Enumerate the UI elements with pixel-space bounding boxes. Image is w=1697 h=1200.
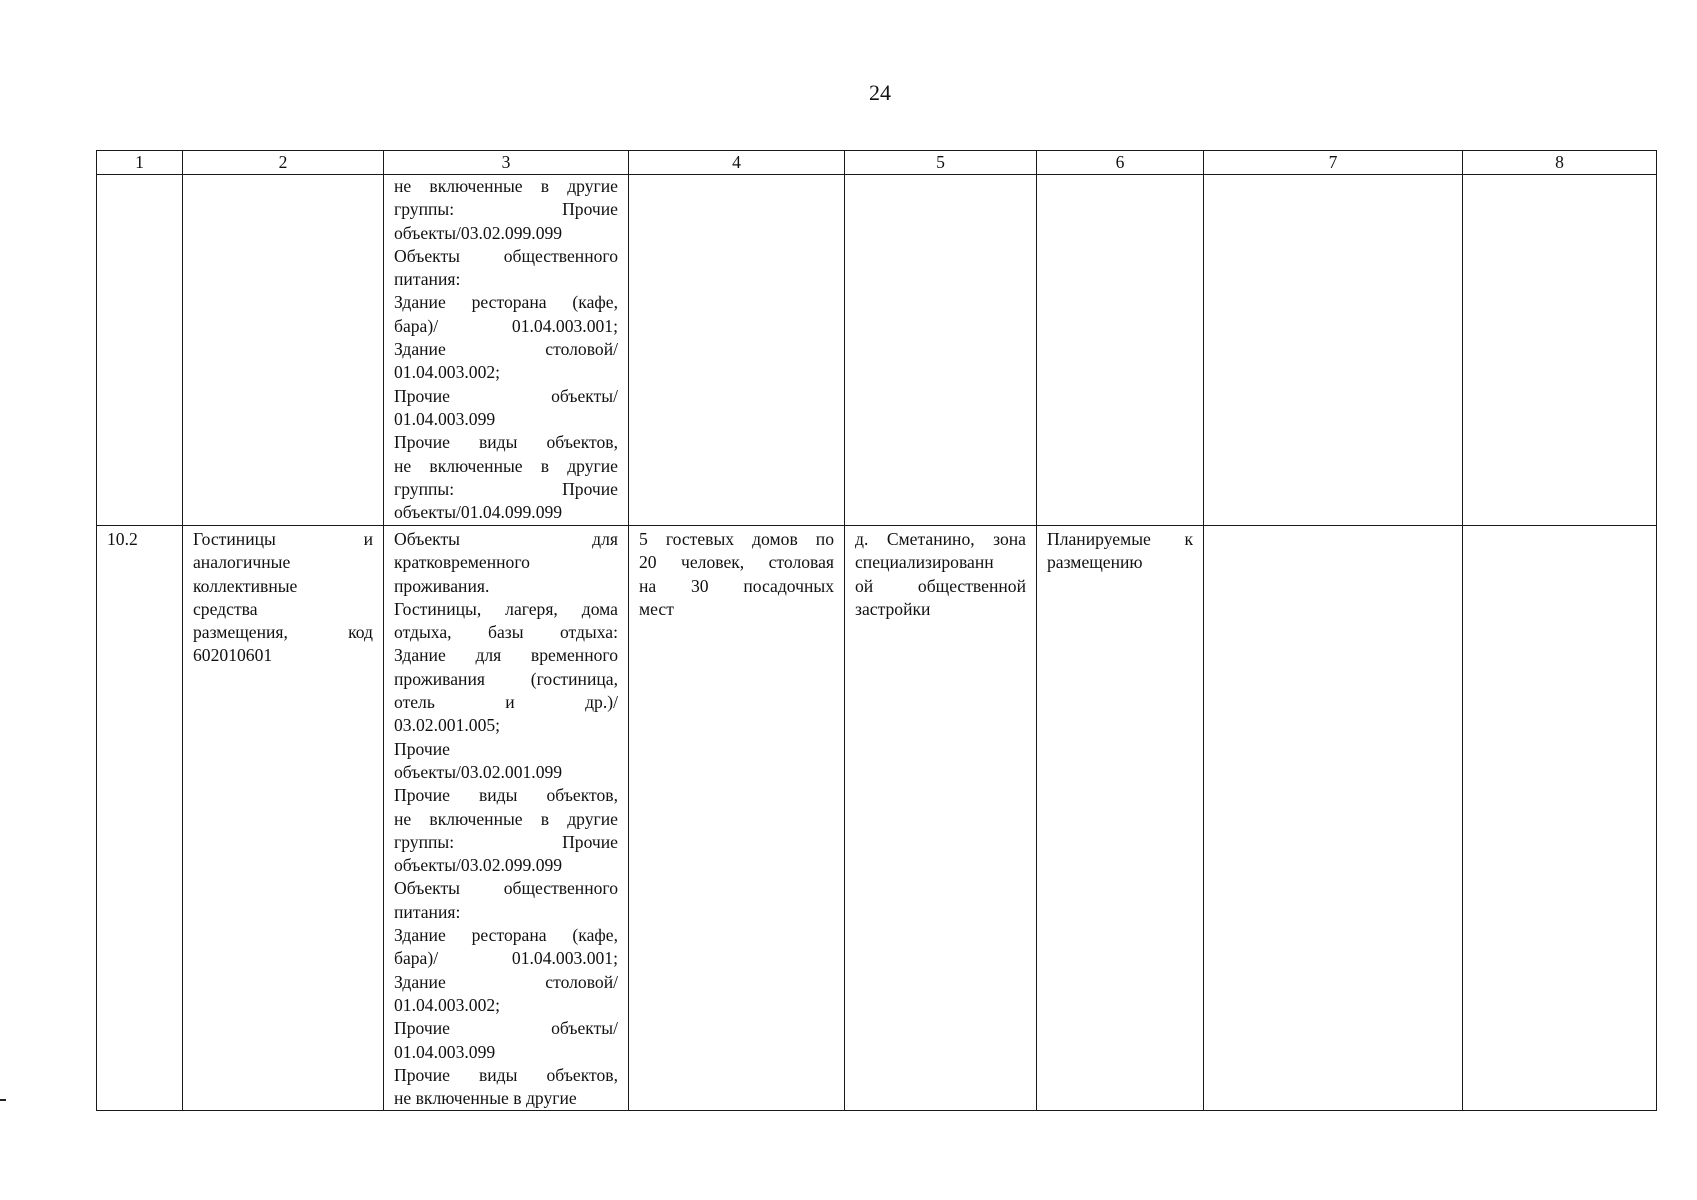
cell-line: бара)/ 01.04.003.001; <box>394 315 618 336</box>
column-number-row <box>97 151 1657 175</box>
cell-line: не включенные в другие <box>394 1088 577 1109</box>
cell-line: специализированн <box>855 552 994 573</box>
cell-line: 602010601 <box>193 645 273 666</box>
cell-line: не включенные в другие <box>394 455 618 476</box>
table-row <box>97 175 1657 526</box>
column-number: 2 <box>183 151 384 175</box>
cell-line: застройки <box>855 598 931 619</box>
cell-line: Прочие объекты/ <box>394 1018 618 1039</box>
empty-cell <box>1204 526 1463 1111</box>
cell-line: не включенные в другие <box>394 808 618 829</box>
object-name-cell <box>183 175 384 526</box>
location-cell <box>845 175 1037 526</box>
cell-line: не включенные в другие <box>394 176 618 196</box>
cell-line: Прочие объекты/ <box>394 385 618 406</box>
status-cell <box>1037 175 1204 526</box>
cell-line: Объекты для <box>394 529 618 549</box>
cell-line: д. Сметанино, зона <box>855 529 1026 549</box>
cell-line: группы: Прочие <box>394 199 618 220</box>
margin-mark <box>0 1099 6 1101</box>
cell-line: группы: Прочие <box>394 831 618 852</box>
cell-line: средства <box>193 598 258 619</box>
object-name-cell <box>183 526 384 1111</box>
cell-line: объекты/03.02.099.099 <box>394 222 563 243</box>
cell-line: ой общественной <box>855 575 1026 596</box>
cell-line: аналогичные <box>193 552 291 573</box>
cell-line: Прочие виды объектов, <box>394 432 618 453</box>
characteristics-cell <box>629 175 845 526</box>
empty-cell <box>1463 175 1657 526</box>
cell-line: 20 человек, столовая <box>639 552 834 573</box>
empty-cell <box>1204 175 1463 526</box>
column-number: 4 <box>629 151 845 175</box>
planning-table <box>96 150 1657 1111</box>
cell-line: Здание столовой/ <box>394 339 618 360</box>
cell-line: отель и др.)/ <box>394 692 618 713</box>
column-number: 8 <box>1463 151 1657 175</box>
cell-line: проживания (гостиница, <box>394 668 618 689</box>
object-types-cell <box>384 526 629 1111</box>
cell-line: 5 гостевых домов по <box>639 529 834 549</box>
cell-line: кратковременного <box>394 552 530 573</box>
cell-line: Планируемые к <box>1047 529 1193 549</box>
cell-line: Здание ресторана (кафе, <box>394 292 618 313</box>
empty-cell <box>1463 526 1657 1111</box>
object-types-cell <box>384 175 629 526</box>
cell-line: 01.04.003.002; <box>394 362 501 383</box>
row-number-cell <box>97 175 183 526</box>
column-number: 5 <box>845 151 1037 175</box>
cell-line: размещению <box>1047 552 1143 573</box>
column-number: 3 <box>384 151 629 175</box>
column-number: 6 <box>1037 151 1204 175</box>
cell-line: на 30 посадочных <box>639 575 834 596</box>
cell-line: Прочие <box>394 738 450 759</box>
cell-line: Прочие виды объектов, <box>394 785 618 806</box>
cell-line: объекты/01.04.099.099 <box>394 502 563 523</box>
cell-line: 01.04.003.002; <box>394 994 501 1015</box>
cell-line: объекты/03.02.001.099 <box>394 761 563 782</box>
cell-line: мест <box>639 598 674 619</box>
cell-line: питания: <box>394 901 461 922</box>
page-number: 24 <box>869 80 891 105</box>
cell-line: 01.04.003.099 <box>394 1041 496 1062</box>
cell-line: питания: <box>394 269 461 290</box>
cell-line: объекты/03.02.099.099 <box>394 855 563 876</box>
location-cell <box>845 526 1037 1111</box>
cell-line: коллективные <box>193 575 298 596</box>
cell-line: отдыха, базы отдыха: <box>394 622 618 643</box>
column-number: 7 <box>1204 151 1463 175</box>
table-row <box>97 526 1657 1111</box>
cell-line: 01.04.003.099 <box>394 408 496 429</box>
column-number: 1 <box>97 151 183 175</box>
cell-line: Прочие виды объектов, <box>394 1064 618 1085</box>
cell-line: Здание для временного <box>394 645 618 666</box>
row-number-cell: 10.2 <box>97 526 183 1111</box>
cell-line: размещения, код <box>193 622 373 643</box>
cell-line: 03.02.001.005; <box>394 715 501 736</box>
cell-line: Гостиницы, лагеря, дома <box>394 598 618 619</box>
status-cell <box>1037 526 1204 1111</box>
cell-line: Объекты общественного <box>394 878 618 899</box>
cell-line: Здание ресторана (кафе, <box>394 925 618 946</box>
characteristics-cell <box>629 526 845 1111</box>
cell-line: бара)/ 01.04.003.001; <box>394 948 618 969</box>
cell-line: Объекты общественного <box>394 245 618 266</box>
cell-line: Здание столовой/ <box>394 971 618 992</box>
cell-line: проживания. <box>394 575 490 596</box>
cell-line: группы: Прочие <box>394 478 618 499</box>
cell-line: Гостиницы и <box>193 529 373 549</box>
